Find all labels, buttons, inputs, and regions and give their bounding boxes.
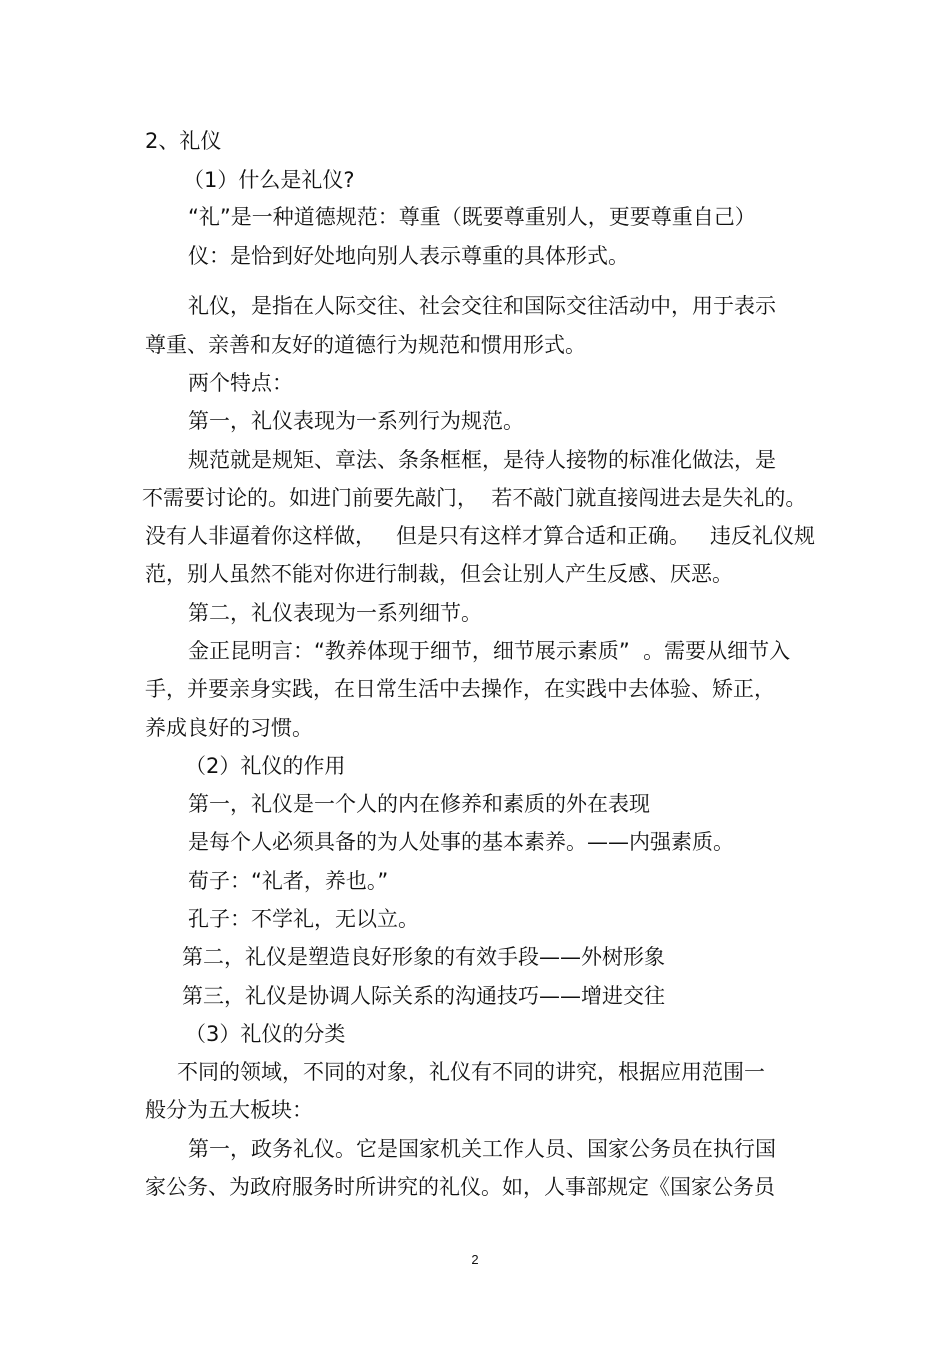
section-heading: 2、礼仪: [145, 129, 222, 153]
text-line: 范，别人虽然不能对你进行制裁，但会让别人产生反感、厌恶。: [145, 562, 733, 586]
text-line: 没有人非逼着你这样做， 但是只有这样才算合适和正确。 违反礼仪规: [145, 524, 816, 548]
text-line: “礼”是一种道德规范：尊重（既要尊重别人，更要尊重自己）: [188, 205, 756, 229]
text-line: 养成良好的习惯。: [145, 716, 313, 740]
page-number: 2: [471, 1252, 479, 1267]
text-line: 第三，礼仪是协调人际关系的沟通技巧——增进交往: [182, 984, 665, 1008]
subsection-heading: （3）礼仪的分类: [185, 1022, 346, 1046]
text-line: 两个特点：: [188, 371, 293, 395]
text-line: 金正昆明言：“教养体现于细节，细节展示素质” 。需要从细节入: [188, 639, 791, 663]
text-line: 第二，礼仪表现为一系列细节。: [188, 601, 482, 625]
text-line: 手，并要亲身实践，在日常生活中去操作，在实践中去体验、矫正，: [145, 677, 775, 701]
text-line: 第一，礼仪是一个人的内在修养和素质的外在表现: [188, 792, 650, 816]
text-line: 般分为五大板块：: [145, 1098, 313, 1122]
text-line: 仪：是恰到好处地向别人表示尊重的具体形式。: [188, 244, 629, 268]
text-line: 是每个人必须具备的为人处事的基本素养。——内强素质。: [188, 830, 734, 854]
text-line: 家公务、为政府服务时所讲究的礼仪。如，人事部规定《国家公务员: [145, 1175, 775, 1199]
text-line: 第一，礼仪表现为一系列行为规范。: [188, 409, 524, 433]
text-line: 尊重、亲善和友好的道德行为规范和惯用形式。: [145, 333, 586, 357]
text-line: 孔子：不学礼，无以立。: [188, 907, 419, 931]
text-line: 不需要讨论的。如进门前要先敲门， 若不敲门就直接闯进去是失礼的。: [142, 486, 807, 510]
text-line: 不同的领域，不同的对象，礼仪有不同的讲究，根据应用范围一: [177, 1060, 765, 1084]
text-line: 第二，礼仪是塑造良好形象的有效手段——外树形象: [182, 945, 665, 969]
subsection-heading: （2）礼仪的作用: [185, 754, 346, 778]
text-line: 荀子：“礼者，养也。”: [188, 869, 389, 893]
text-line: 规范就是规矩、章法、条条框框，是待人接物的标准化做法，是: [188, 448, 776, 472]
text-line: 第一，政务礼仪。它是国家机关工作人员、国家公务员在执行国: [188, 1137, 776, 1161]
text-line: 礼仪，是指在人际交往、社会交往和国际交往活动中，用于表示: [188, 294, 776, 318]
subsection-heading: （1）什么是礼仪?: [183, 168, 355, 192]
